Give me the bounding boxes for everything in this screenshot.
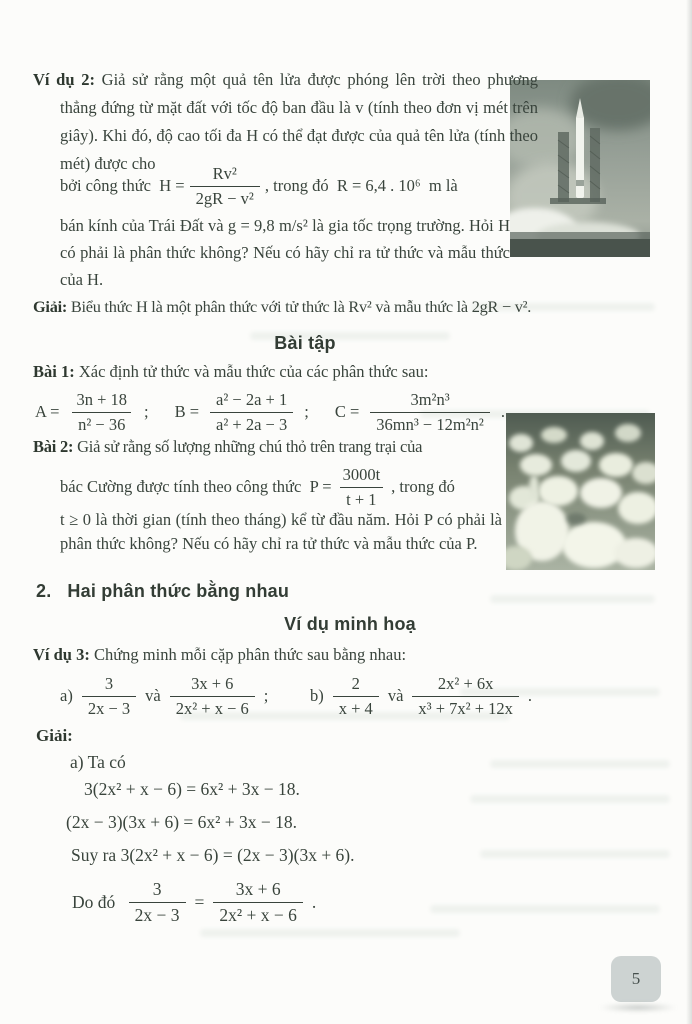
section2-heading: [36, 581, 289, 602]
pair-a-fraction2: [170, 674, 255, 718]
solution2-label: Giải:: [36, 726, 73, 745]
scan-edge-shading: [686, 0, 692, 1024]
section2-title: Hai phân thức bằng nhau: [67, 581, 290, 601]
exercise2-line1: [33, 437, 422, 457]
exercise2-formula-post: , trong đó: [391, 477, 455, 496]
equals-sign: =: [194, 891, 205, 912]
solution2-eq3-pre: Suy ra: [71, 845, 121, 865]
solution2-eq3-text: 3(2x² + x − 6) = (2x − 3)(3x + 6).: [120, 845, 355, 865]
pair-a-f2-numerator: 3x + 6: [191, 674, 234, 694]
exercise2-line1-text: Giả sử rằng số lượng những chú thỏ trên trang trại của: [77, 437, 423, 456]
rabbits-photo: [506, 413, 655, 570]
pair-b-fraction1: [333, 674, 379, 718]
solution2-step-intro: a) Ta có: [70, 752, 126, 772]
fraction-B-lhs: B =: [174, 402, 200, 421]
example3-text: Chứng minh mỗi cặp phân thức sau bằng nhau:: [93, 645, 407, 664]
pair-b-tail: .: [527, 686, 533, 705]
page-number: 5: [631, 969, 641, 988]
solution2-eq3: [71, 845, 355, 866]
fraction-P-denominator: t + 1: [340, 487, 382, 509]
conclusion-fraction2: [213, 879, 303, 925]
fraction-C: [370, 390, 490, 434]
illustrative-examples-heading: Ví dụ minh hoạ: [284, 614, 416, 634]
fraction-P: [337, 465, 387, 509]
fraction-B-denominator: a² + 2a − 3: [210, 412, 293, 434]
fraction-B-separator: ;: [304, 402, 309, 421]
solution1-text: Biểu thức H là một phân thức với tử thức là Rv² và mẫu thức là 2gR − v².: [70, 297, 532, 316]
example2-continuation: [60, 212, 510, 293]
section2-number: 2.: [36, 581, 52, 601]
conclusion-tail: .: [311, 891, 317, 912]
exercise2-formula-pre: bác Cường được tính theo công thức P =: [60, 477, 332, 496]
fraction-C-separator: .: [500, 402, 505, 421]
page-number-badge: [611, 956, 661, 1002]
rabbits-illustration: [506, 413, 655, 570]
fraction-A-numerator: 3n + 18: [76, 390, 127, 410]
solution1-label: Giải:: [33, 297, 68, 316]
pair-b-label: b): [310, 686, 324, 705]
example3-line: [33, 645, 406, 665]
solution1-line: [33, 297, 683, 317]
bleedthrough-decoration: [490, 595, 655, 603]
pair-a-tail: ;: [263, 686, 269, 705]
fraction-A: [70, 390, 133, 434]
example2-text: Giả sử rằng một quả tên lửa được phóng lên trời theo phương thẳng đứng từ mặt đất với tốc độ ban đầu là v (tính theo đơn vị mét trên giây). Khi đó, độ cao tối đa H có thể đạt được của quả tên lửa (tính theo mét) được cho: [60, 70, 538, 173]
pair-a-f1-numerator: 3: [104, 674, 114, 694]
fraction-numerator: Rv²: [212, 164, 237, 184]
example3-label: Ví dụ 3:: [33, 645, 90, 664]
conclusion-f2-denominator: 2x² + x − 6: [213, 902, 303, 926]
conclusion-f1-numerator: 3: [152, 878, 162, 899]
pair-a-conjunction: và: [145, 686, 161, 705]
pair-b-f2-numerator: 2x² + 6x: [437, 674, 494, 694]
exercise2-label: Bài 2:: [33, 437, 74, 456]
fraction-A-separator: ;: [144, 402, 149, 421]
solution2-eq4-pre: Do đó: [72, 891, 120, 912]
example2-continuation-text: bán kính của Trái Đất và g = 9,8 m/s² là gia tốc trọng trường. Hỏi H có phải là phân thức không? Nếu có hãy chỉ ra tử thức và mẫu thức của H.: [60, 216, 510, 289]
fraction-B-numerator: a² − 2a + 1: [216, 390, 288, 410]
pair-b-fraction2: [412, 674, 519, 718]
pair-b-conjunction: và: [387, 686, 404, 705]
exercises-heading: Bài tập: [274, 333, 336, 353]
pair-a-group: [60, 670, 268, 722]
badge-shadow-decoration: [598, 1003, 678, 1012]
exercise1-fractions-row: [35, 388, 505, 436]
solution2-eq2: (2x − 3)(3x + 6) = 6x² + 3x − 18.: [66, 812, 298, 832]
pair-a-f2-denominator: 2x² + x − 6: [170, 696, 255, 718]
bleedthrough-decoration: [480, 850, 670, 858]
fraction-denominator: 2gR − v²: [190, 186, 260, 208]
fraction-C-numerator: 3m²n³: [410, 390, 450, 410]
example2-formula-line: [60, 160, 458, 212]
fraction-A-lhs: A =: [35, 402, 60, 421]
fraction-A-denominator: n² − 36: [72, 412, 131, 434]
pair-b-f2-denominator: x³ + 7x² + 12x: [412, 696, 519, 718]
fraction-P-numerator: 3000t: [342, 465, 381, 485]
example2-label: Ví dụ 2:: [33, 70, 95, 89]
bleedthrough-decoration: [470, 795, 670, 803]
exercise1-text: Xác định tử thức và mẫu thức của các phân thức sau:: [78, 362, 429, 381]
conclusion-fraction1: [129, 879, 186, 925]
bleedthrough-decoration: [200, 929, 460, 937]
formula-pre-text: bởi công thức H =: [60, 176, 185, 195]
pair-b-f1-numerator: 2: [351, 674, 360, 694]
conclusion-f1-denominator: 2x − 3: [129, 902, 186, 926]
pair-b-f1-denominator: x + 4: [333, 696, 379, 718]
pair-b-group: [310, 670, 532, 722]
conclusion-f2-numerator: 3x + 6: [235, 878, 281, 899]
exercise2-formula-line: [60, 462, 455, 512]
fraction-B: [210, 390, 293, 434]
exercise1-label: Bài 1:: [33, 362, 75, 381]
pair-a-label: a): [60, 686, 73, 705]
bleedthrough-decoration: [430, 905, 660, 913]
solution2-eq1: 3(2x² + x − 6) = 6x² + 3x − 18.: [84, 779, 300, 799]
formula-post-text: , trong đó R = 6,4 . 10⁶ m là: [264, 176, 458, 195]
pair-a-fraction1: [82, 674, 136, 718]
fraction-C-denominator: 36mn³ − 12m²n²: [370, 412, 490, 434]
exercise2-continuation: [60, 508, 502, 555]
solution2-conclusion: [72, 875, 316, 929]
fraction-C-lhs: C =: [334, 402, 360, 421]
pair-a-f1-denominator: 2x − 3: [82, 696, 136, 718]
bleedthrough-decoration: [490, 760, 670, 768]
fraction-H: [190, 164, 260, 208]
exercise2-continuation-text: t ≥ 0 là thời gian (tính theo tháng) kể từ đầu năm. Hỏi P có phải là phân thức không? Nếu có hãy chỉ ra tử thức và mẫu thức của P.: [60, 510, 502, 553]
exercise1-line: [33, 362, 428, 382]
